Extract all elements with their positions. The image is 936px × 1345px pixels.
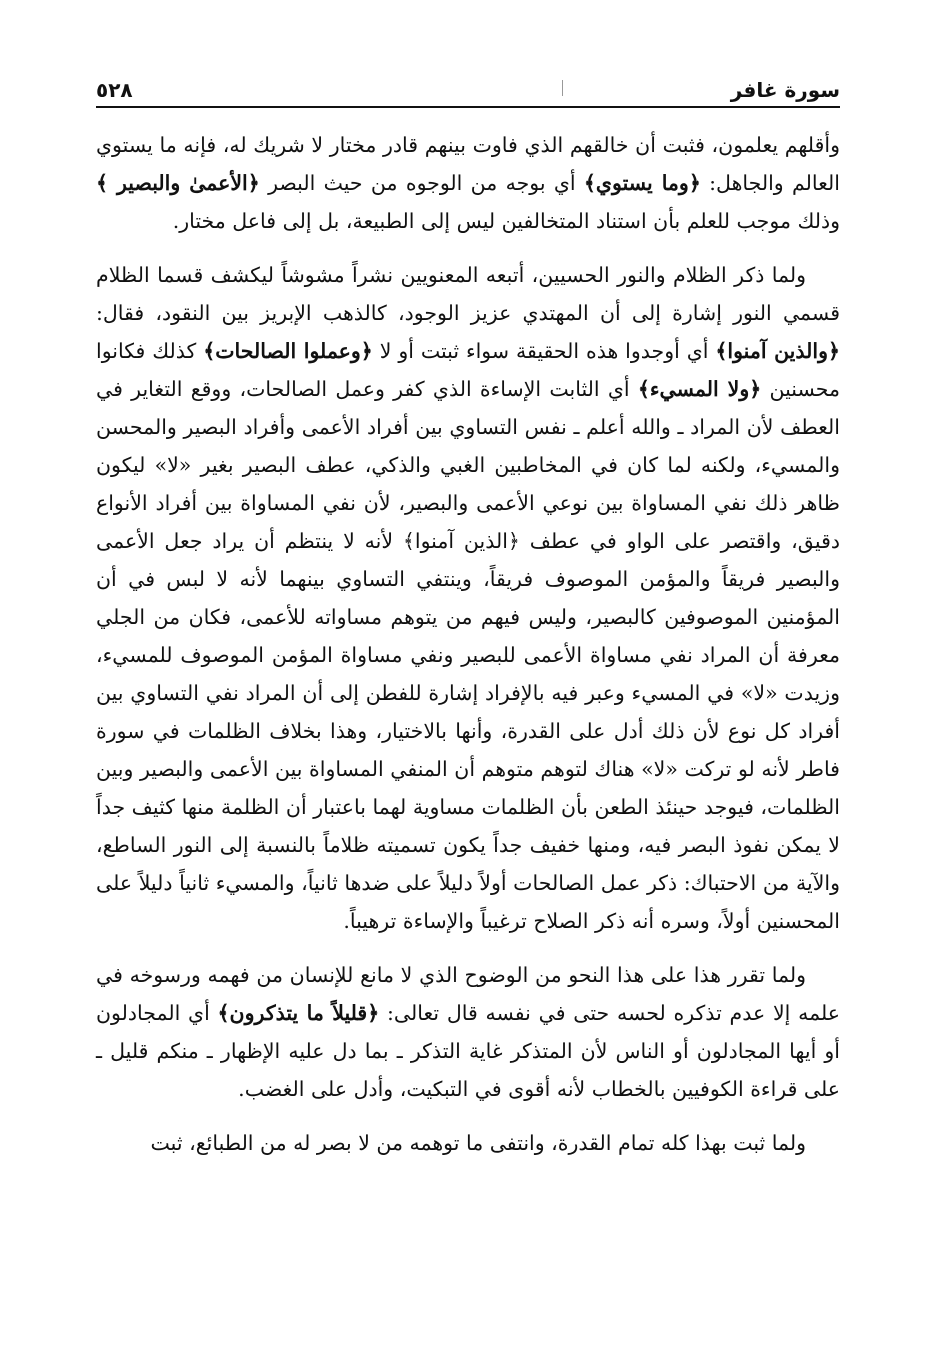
quran-quote: ﴿والذين آمنوا﴾ bbox=[715, 339, 840, 363]
quran-quote: ﴿ولا المسيء﴾ bbox=[637, 377, 762, 401]
quran-quote: ﴿وعملوا الصالحات﴾ bbox=[203, 339, 373, 363]
text-segment: أي الثابت الإساءة الذي كفر وعمل الصالحات، ووقع التغاير في العطف لأن المراد ـ والله أعلم ـ نفس التساوي بين أفراد الأعمى وأفراد البصير والمحسن والمسيء، ولكنه لما كان في المخاطبين الغبي والذكي، عطف البصير بغير «لا» ليكون ظاهر ذلك نفي المساواة بين نوعي الأعمى والبصير، لأن نفي المساواة بين أفراد الأنواع دقيق، واقتصر على الواو في عطف ﴿الذين آمنوا﴾ لأنه لا ينتظم أن يراد جعل الأعمى والبصير فريقاً والمؤمن الموصوف فريقاً، وينتفي التساوي بينهما لأنه لا لبس في أن المؤمنين الموصوفين كالبصير، وليس فيهم من يتوهم مساواته للأعمى، فكان من الجلي معرفة أن المراد نفي مساواة الأعمى للبصير ونفي مساواة المؤمن الموصوف للمسيء، وزيدت «لا» في المسيء وعبر فيه بالإفراد إشارة للفطن إلى أن المراد نفي التساوي بين أفراد كل نوع لأن ذلك أدل على القدرة، وأنها بالاختيار، وهذا بخلاف الظلمات في سورة فاطر لأنه لو تركت «لا» هناك لتوهم متوهم أن المنفي المساواة بين الأعمى والبصير وبين الظلمات، فيوجد حينئذ الطعن بأن الظلمات مساوية لهما باعتبار أن الظلمة منها كثيف جداً لا يمكن نفوذ البصر فيه، ومنها خفيف جداً يكون تسميته ظلاماً بالنسبة إلى النور الساطع، والآية من الاحتباك: ذكر عمل الصالحات أولاً دليلاً على ضدها ثانياً، والمسيء ثانياً دليلاً على المحسنين أولاً، وسره أنه ذكر الصلاح ترغيباً والإساءة ترهيباً. bbox=[96, 377, 840, 933]
header-mark bbox=[562, 80, 563, 96]
text-segment: أي المجادلون أو أيها المجادلون أو الناس لأن المتذكر غاية التذكر ـ بما دل عليه الإظهار ـ منكم قليل ـ على قراءة الكوفيين بالخطاب لأنه أقوى في التبكيت، وأدل على الغضب. bbox=[96, 1001, 840, 1101]
quran-quote: ﴿قليلاً ما يتذكرون﴾ bbox=[217, 1001, 380, 1025]
text-segment: ولما ذكر الظلام والنور الحسيين، أتبعه المعنويين نشراً مشوشاً ليكشف قسما الظلام قسمي النور إشارة إلى أن المهتدي عزيز الوجود، كالذهب الإبريز بين النقود، فقال: bbox=[96, 263, 840, 325]
text-segment: أي بوجه من الوجوه من حيث البصر bbox=[259, 171, 584, 195]
text-segment: وأقلهم يعلمون، فثبت أن خالقهم الذي فاوت بينهم قادر مختار لا شريك له، فإنه ما يستوي العالم والجاهل: bbox=[96, 133, 840, 195]
page-number: ٥٢٨ bbox=[96, 78, 133, 102]
text-segment: كذلك فكانوا محسنين bbox=[96, 339, 840, 401]
body-text bbox=[96, 126, 840, 1178]
text-segment: ولما تقرر هذا على هذا النحو من الوضوح الذي لا مانع للإنسان من فهمه ورسوخه في علمه إلا عدم تذكره لحسه حتى في نفسه قال تعالى: bbox=[96, 963, 840, 1025]
quran-quote: ﴿وما يستوي﴾ bbox=[583, 171, 701, 195]
paragraph bbox=[96, 956, 840, 1108]
surah-name: سورة غافر bbox=[730, 78, 840, 102]
text-segment: ولما ثبت بهذا كله تمام القدرة، وانتفى ما توهمه من لا بصر له من الطبائع، ثبت bbox=[150, 1131, 806, 1155]
paragraph bbox=[96, 1124, 840, 1162]
page-header bbox=[96, 74, 840, 108]
text-segment: أي أوجدوا هذه الحقيقة سواء ثبتت أو لا bbox=[372, 339, 716, 363]
quran-quote: ﴿الأعمىٰ والبصير ﴾ bbox=[96, 171, 260, 195]
paragraph bbox=[96, 256, 840, 940]
text-segment: وذلك موجب للعلم بأن استناد المتخالفين ليس إلى الطبيعة، بل إلى فاعل مختار. bbox=[172, 209, 840, 233]
paragraph bbox=[96, 126, 840, 240]
